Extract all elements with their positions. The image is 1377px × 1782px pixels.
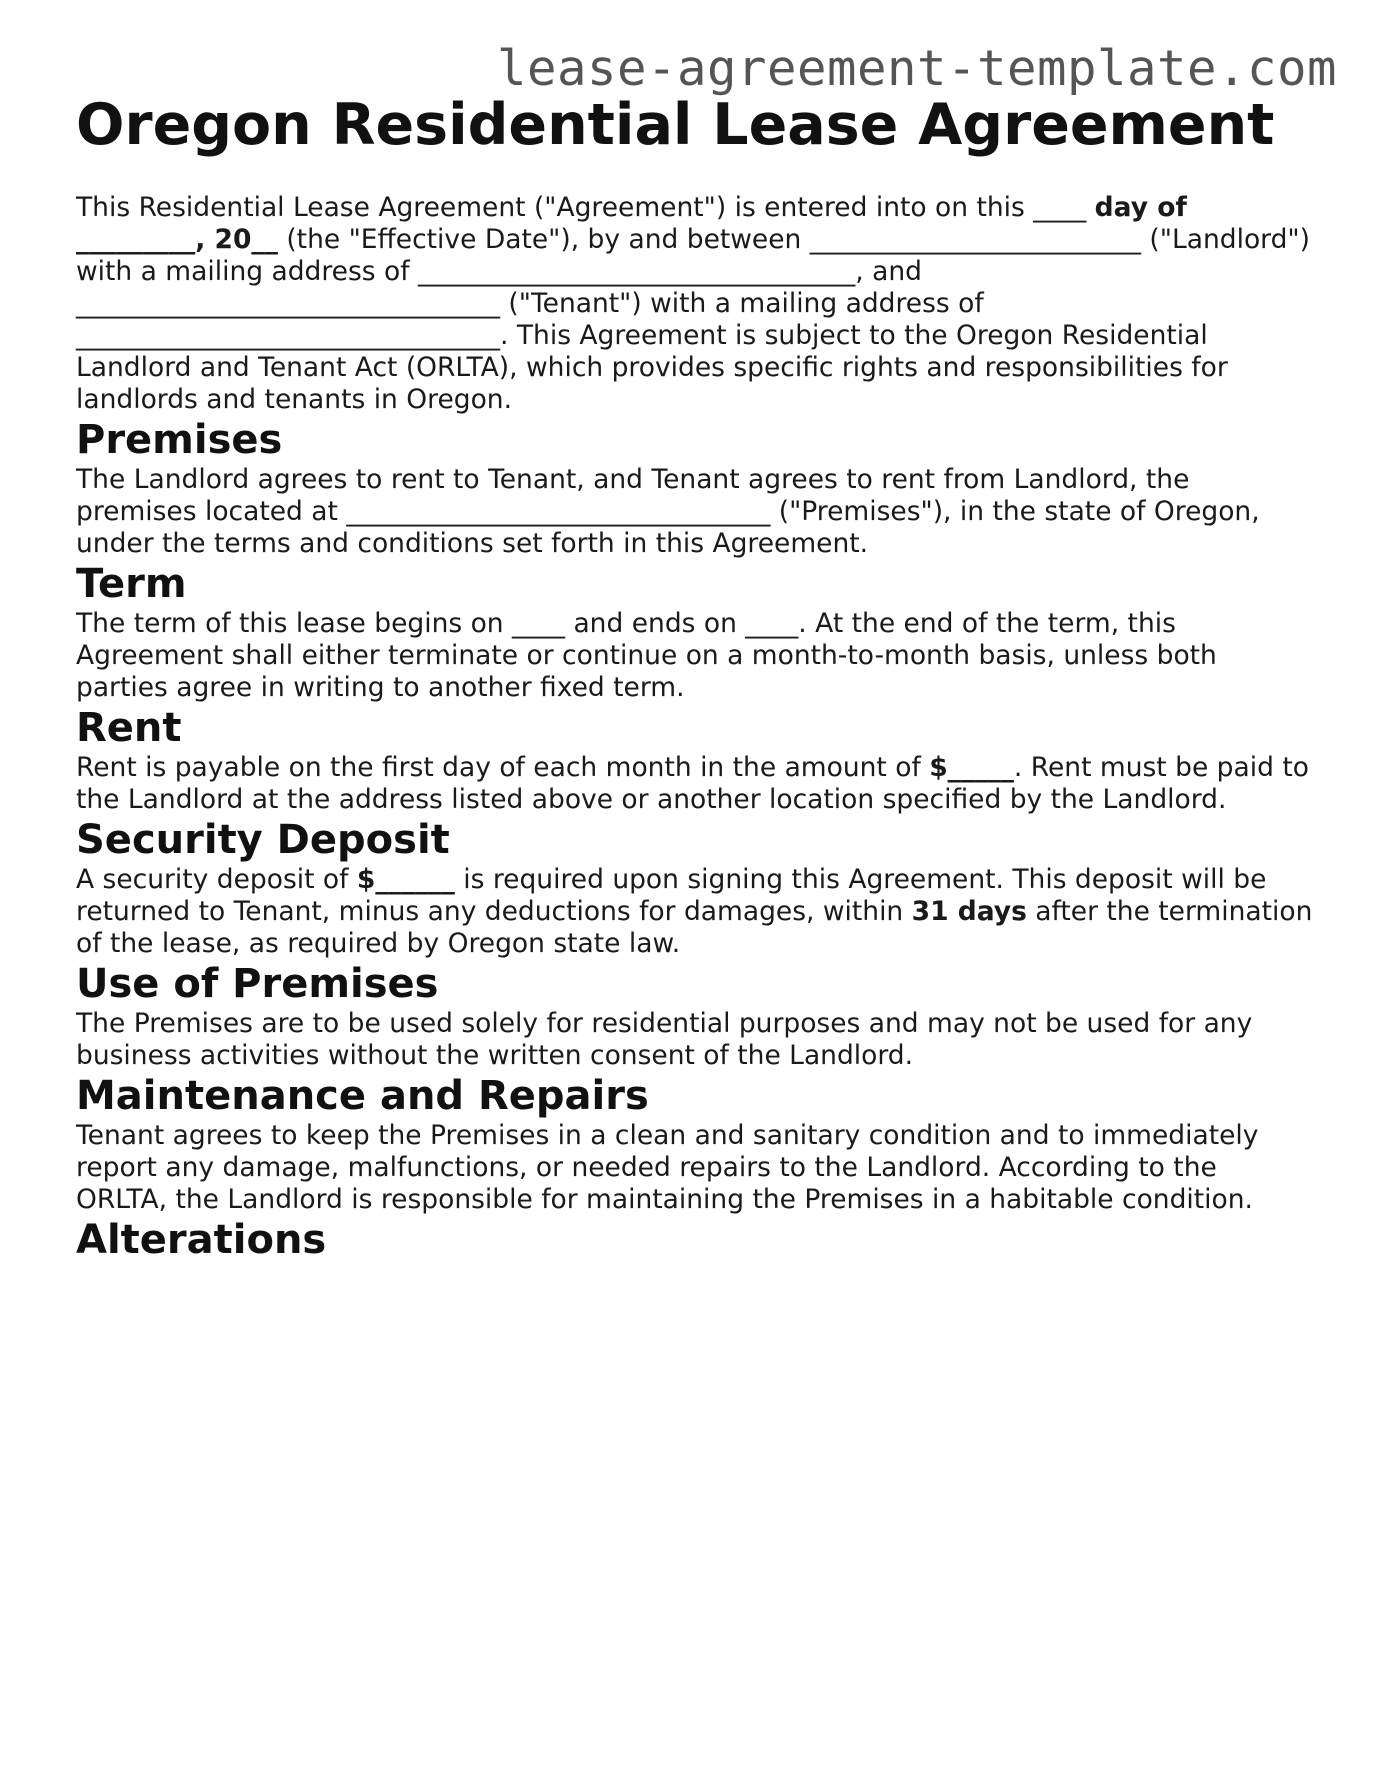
rent-text-1: Rent is payable on the first day of each month in the amount of xyxy=(76,752,930,783)
intro-paragraph xyxy=(76,192,1316,416)
intro-text-2: (the "Effective Date"), by and between _________________________ ("Landlord") with a mailing address of _________________________________, and ________________________________ ("Tenant") with a mailing address of ________________________________. This Agreement is subject to the Oregon Residential Landlord and Tenant Act (ORLTA), which provides specific rights and responsibilities for landlords and tenants in Oregon. xyxy=(76,224,1310,415)
deposit-text-2: is required upon signing this Agreement. This deposit will be returned to Tenant, minus any deductions for damages, within xyxy=(76,864,1267,927)
section-heading-maintenance: Maintenance and Repairs xyxy=(76,1073,649,1119)
section-heading-alterations: Alterations xyxy=(76,1217,327,1263)
section-text-premises: The Landlord agrees to rent to Tenant, and Tenant agrees to rent from Landlord, the premises located at ________________________________ ("Premises"), in the state of Oregon, under the terms and conditions set forth in this Agreement. xyxy=(76,464,1260,559)
section-text-maintenance: Tenant agrees to keep the Premises in a clean and sanitary condition and to immediately report any damage, malfunctions, or needed repairs to the Landlord. According to the ORLTA, the Landlord is responsible for maintaining the Premises in a habitable condition. xyxy=(76,1120,1259,1215)
page-title: Oregon Residential Lease Agreement xyxy=(76,92,1275,158)
rent-amount-bold: $_____ xyxy=(929,752,1014,783)
section-heading-premises: Premises xyxy=(76,417,283,463)
section-heading-use-of-premises: Use of Premises xyxy=(76,961,439,1007)
section-text-rent xyxy=(76,752,1316,816)
section-heading-term: Term xyxy=(76,561,187,607)
section-text-security-deposit xyxy=(76,864,1316,960)
document-body xyxy=(76,192,1316,1264)
deposit-days-bold: 31 days xyxy=(911,896,1027,927)
deposit-text-1: A security deposit of xyxy=(76,864,357,895)
intro-date-bold: day of _________, 20__ xyxy=(76,192,1187,255)
section-text-use-of-premises: The Premises are to be used solely for residential purposes and may not be used for any business activities without the written consent of the Landlord. xyxy=(76,1008,1253,1071)
deposit-amount-bold: $______ xyxy=(356,864,455,895)
section-heading-security-deposit: Security Deposit xyxy=(76,817,450,863)
section-heading-rent: Rent xyxy=(76,705,182,751)
rent-text-2: . Rent must be paid to the Landlord at the address listed above or another location specified by the Landlord. xyxy=(76,752,1309,815)
section-text-term: The term of this lease begins on ____ and ends on ____. At the end of the term, this Agreement shall either terminate or continue on a month-to-month basis, unless both parties agree in writing to another fixed term. xyxy=(76,608,1217,703)
deposit-text-3: after the termination of the lease, as required by Oregon state law. xyxy=(76,896,1313,959)
watermark: lease-agreement-template.com xyxy=(496,40,1337,97)
intro-text-1: This Residential Lease Agreement ("Agreement") is entered into on this ____ xyxy=(76,192,1095,223)
